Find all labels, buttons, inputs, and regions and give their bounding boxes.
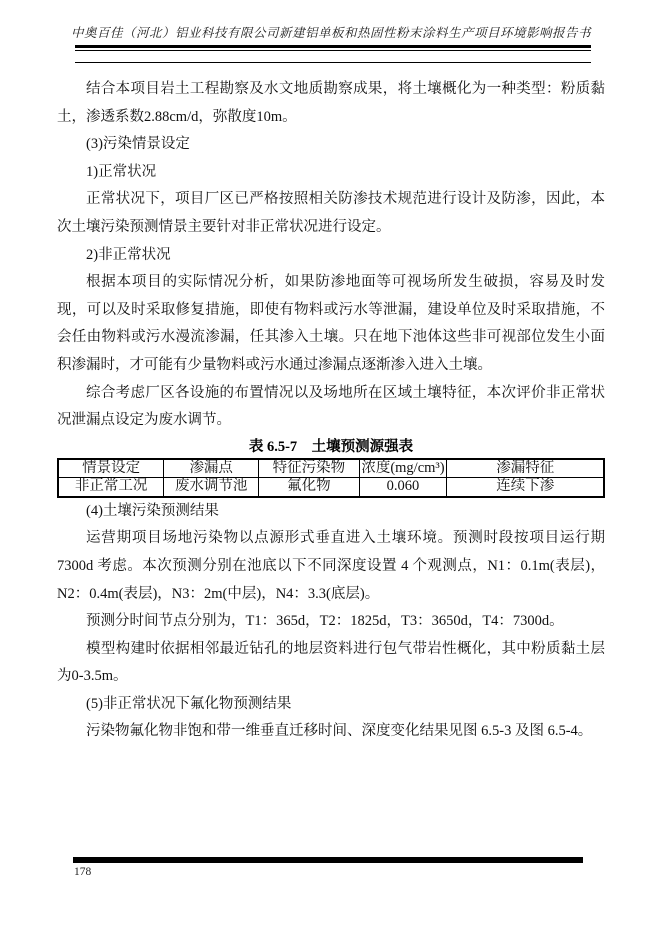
- table-cell: 氟化物: [259, 478, 359, 497]
- paragraph: 模型构建时依据相邻最近钻孔的地层资料进行包气带岩性概化，其中粉质黏土层为0-3.5m。: [57, 640, 605, 685]
- table-header-cell: 渗漏点: [164, 459, 259, 478]
- header-rule-gap: [75, 51, 591, 62]
- table-caption: 表 6.5-7 土壤预测源强表: [248, 438, 414, 455]
- table-cell: 非正常工况: [58, 478, 164, 497]
- paragraph: 污染物氟化物非饱和带一维垂直迁移时间、深度变化结果见图 6.5-3 及图 6.5-4。: [86, 723, 593, 740]
- source-strength-table: [57, 458, 605, 498]
- paragraph: (3)污染情景设定: [86, 136, 190, 153]
- paragraph: 综合考虑厂区各设施的布置情况以及场地所在区域土壤特征，本次评价非正常状况泄漏点设定为废水调节。: [57, 384, 605, 429]
- header-rule-group: [75, 45, 591, 63]
- table-header-cell: 渗漏特征: [447, 459, 604, 478]
- paragraph: 运营期项目场地污染物以点源形式垂直进入土壤环境。预测时段按项目运行期7300d 考虑。本次预测分别在池底以下不同深度设置 4 个观测点，N1：0.1m(表层)，N2：0.4m(表层)，N3：2m(中层)，N4：3.3(底层)。: [57, 530, 605, 602]
- table-header-cell: 浓度(mg/cm³): [359, 459, 447, 478]
- table-cell: 废水调节池: [164, 478, 259, 497]
- paragraph: (5)非正常状况下氟化物预测结果: [86, 695, 292, 712]
- table-cell: 连续下渗: [447, 478, 604, 497]
- table-row: [58, 478, 604, 497]
- paragraph: 根据本项目的实际情况分析，如果防渗地面等可视场所发生破损，容易及时发现，可以及时采取修复措施，即使有物料或污水等泄漏，建设单位及时采取措施，不会任由物料或污水漫流渗漏，任其渗入土壤。只在地下池体这些非可视部位发生小面积渗漏时，才可能有少量物料或污水通过渗漏点逐渐渗入进入土壤。: [57, 274, 605, 373]
- table-header-cell: 特征污染物: [259, 459, 359, 478]
- paragraph: 1)正常状况: [86, 163, 157, 180]
- table-header-cell: 情景设定: [58, 459, 164, 478]
- paragraph: 结合本项目岩土工程勘察及水文地质勘察成果，将土壤概化为一种类型：粉质黏土，渗透系数2.88cm/d，弥散度10m。: [57, 81, 605, 125]
- table-cell: 0.060: [359, 478, 447, 497]
- table-header-row: [58, 459, 604, 478]
- header-rule-thin-lower: [75, 62, 591, 63]
- page-body: [57, 76, 605, 746]
- running-header-title: 中奥百佳（河北）铝业科技有限公司新建铝单板和热固性粉末涂料生产项目环境影响报告书: [70, 26, 591, 40]
- footer-rule-bar: [73, 857, 583, 863]
- paragraph: 预测分时间节点分别为，T1：365d，T2：1825d，T3：3650d，T4：7300d。: [86, 613, 564, 630]
- page-number: 178: [74, 866, 92, 878]
- paragraph: (4)土壤污染预测结果: [86, 502, 219, 519]
- paragraph: 2)非正常状况: [86, 246, 171, 263]
- paragraph: 正常状况下，项目厂区已严格按照相关防渗技术规范进行设计及防渗，因此，本次土壤污染预测情景主要针对非正常状况进行设定。: [57, 191, 605, 235]
